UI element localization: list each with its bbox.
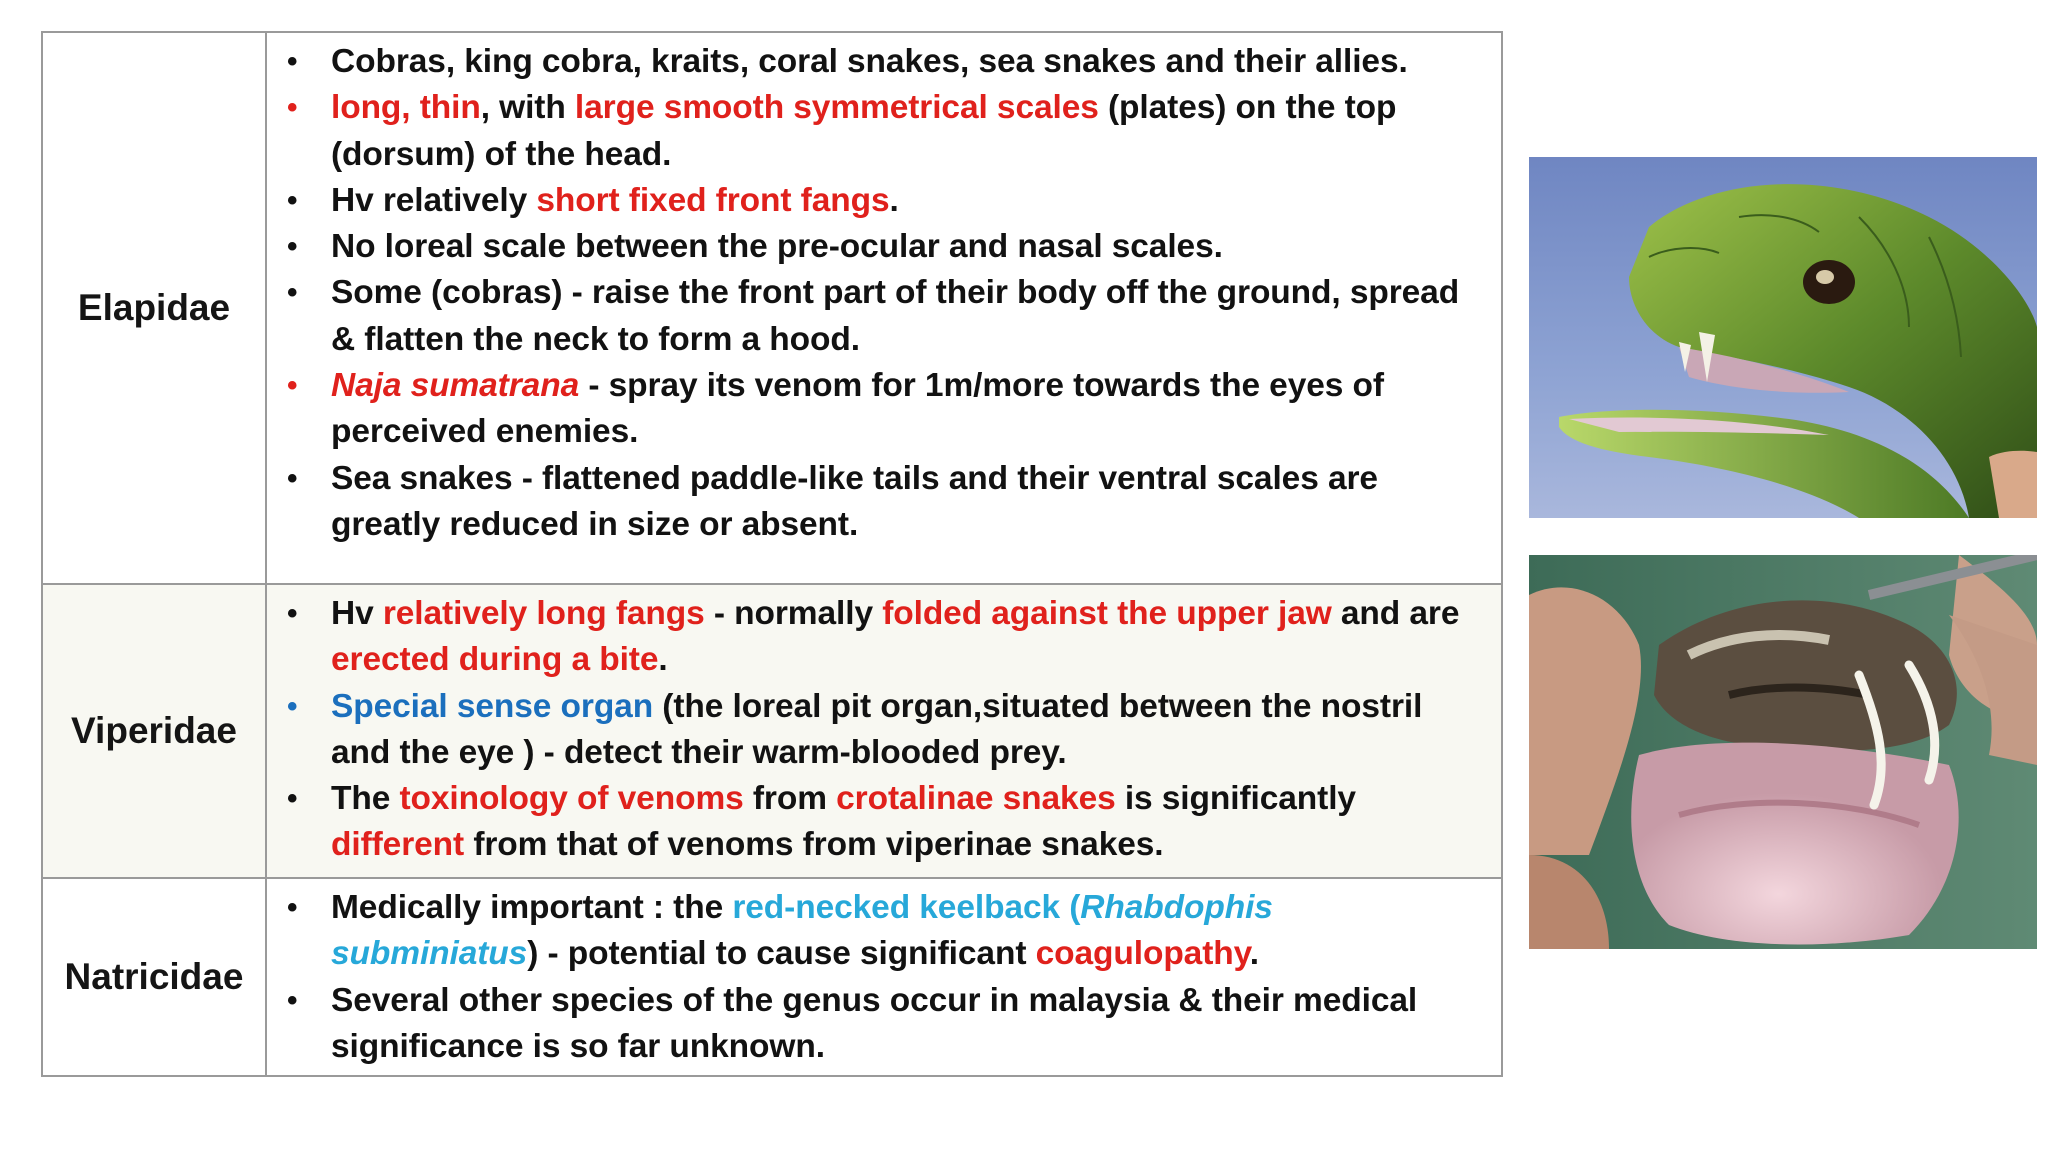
family-row-natricidae xyxy=(42,878,1502,1076)
bullet-text-segment: ) xyxy=(527,935,539,973)
bullet-text-segment: Naja sumatrana xyxy=(331,367,580,405)
family-name-cell: Elapidae xyxy=(42,32,266,584)
elapid-snake-illustration xyxy=(1529,157,2037,518)
bullet-text-segment: The xyxy=(331,780,400,818)
bullet-item xyxy=(275,363,1485,456)
bullet-marker: • xyxy=(287,91,298,125)
family-description-cell xyxy=(266,32,1502,584)
family-description-cell xyxy=(266,584,1502,878)
bullet-item xyxy=(275,684,1485,777)
bullet-text-segment: . xyxy=(889,181,899,219)
bullet-marker: • xyxy=(287,369,298,403)
bullet-item xyxy=(275,85,1485,178)
bullet-text-segment: No loreal scale between the pre-ocular and nasal scales. xyxy=(331,228,1223,266)
bullet-text-segment: relatively long fangs xyxy=(382,595,705,632)
bullet-text-segment: Some (cobras) - raise the front part of their body off the ground, spread & flatten the neck to form a hood. xyxy=(331,274,1460,358)
bullet-item xyxy=(275,885,1485,978)
bullet-item xyxy=(275,178,1485,224)
bullet-item xyxy=(275,224,1485,270)
bullet-text-segment: and are xyxy=(1331,595,1460,632)
bullet-item xyxy=(275,978,1485,1071)
bullet-marker: • xyxy=(287,891,298,924)
bullet-text-segment: Special sense organ xyxy=(331,687,654,725)
bullet-list xyxy=(275,39,1485,548)
bullet-text-segment: large smooth symmetrical scales xyxy=(574,89,1099,127)
bullet-text-segment: Medically important : the xyxy=(331,889,733,926)
family-name-cell: Natricidae xyxy=(42,878,266,1076)
bullet-item xyxy=(275,776,1485,869)
bullet-marker: • xyxy=(287,183,298,217)
bullet-list xyxy=(275,885,1485,1070)
bullet-item xyxy=(275,591,1485,684)
snake-family-table xyxy=(41,31,1503,1077)
bullet-text-segment: different xyxy=(331,826,465,864)
bullet-marker: • xyxy=(287,782,298,816)
bullet-text-segment: Hv relatively xyxy=(331,181,537,219)
bullet-text-segment: coagulopathy xyxy=(1035,935,1250,973)
family-description-cell xyxy=(266,878,1502,1076)
bullet-text-segment: folded against the upper jaw xyxy=(882,595,1332,632)
bullet-text-segment: Sea snakes - flattened paddle-like tails and their ventral scales are greatly reduced in size or absent. xyxy=(331,459,1378,543)
bullet-text-segment: - potential to cause significant xyxy=(538,935,1036,973)
bullet-marker: • xyxy=(287,45,298,78)
bullet-text-segment: crotalinae snakes xyxy=(836,780,1116,818)
bullet-text-segment: Rhabdophis subminiatus xyxy=(331,889,1273,973)
bullet-text-segment: long, thin xyxy=(331,89,481,127)
bullet-text-segment: Cobras, king cobra, kraits, coral snakes, sea snakes and their allies. xyxy=(331,43,1408,80)
bullet-text-segment: - normally xyxy=(704,595,883,632)
bullet-marker: • xyxy=(287,597,298,630)
bullet-text-segment: , with xyxy=(480,89,575,127)
family-row-elapidae xyxy=(42,32,1502,584)
bullet-text-segment: short fixed front fangs xyxy=(536,181,890,219)
bullet-text-segment: toxinology of venoms xyxy=(399,780,744,818)
bullet-text-segment: from xyxy=(743,780,837,818)
bullet-text-segment: (the loreal pit organ,situated between the nostril and the eye ) - detect their warm-blooded prey. xyxy=(331,687,1423,771)
bullet-marker: • xyxy=(287,689,298,723)
family-row-viperidae xyxy=(42,584,1502,878)
bullet-text-segment: erected during a bite xyxy=(331,641,659,679)
bullet-text-segment: from that of venoms from viperinae snakes. xyxy=(464,826,1164,864)
bullet-text-segment: Hv xyxy=(331,595,383,632)
bullet-item xyxy=(275,270,1485,363)
bullet-list xyxy=(275,591,1485,869)
family-name-cell: Viperidae xyxy=(42,584,266,878)
bullet-text-segment: Several other species of the genus occur in malaysia & their medical significance is so far unknown. xyxy=(331,981,1418,1065)
viper-snake-photo xyxy=(1529,555,2037,949)
bullet-marker: • xyxy=(287,983,298,1017)
bullet-text-segment: red-necked keelback ( xyxy=(732,889,1081,926)
bullet-marker: • xyxy=(287,230,298,264)
bullet-item xyxy=(275,39,1485,85)
bullet-text-segment: - spray its venom for 1m/more towards the eyes of perceived enemies. xyxy=(331,367,1384,451)
bullet-text-segment: . xyxy=(658,641,668,679)
viper-snake-illustration xyxy=(1529,555,2037,949)
bullet-text-segment: is significantly xyxy=(1115,780,1356,818)
bullet-text-segment: (plates) on the top (dorsum) of the head. xyxy=(331,89,1397,173)
bullet-marker: • xyxy=(287,276,298,310)
bullet-item xyxy=(275,456,1485,549)
elapid-snake-photo xyxy=(1529,157,2037,518)
bullet-marker: • xyxy=(287,461,298,495)
bullet-text-segment: . xyxy=(1249,935,1259,973)
